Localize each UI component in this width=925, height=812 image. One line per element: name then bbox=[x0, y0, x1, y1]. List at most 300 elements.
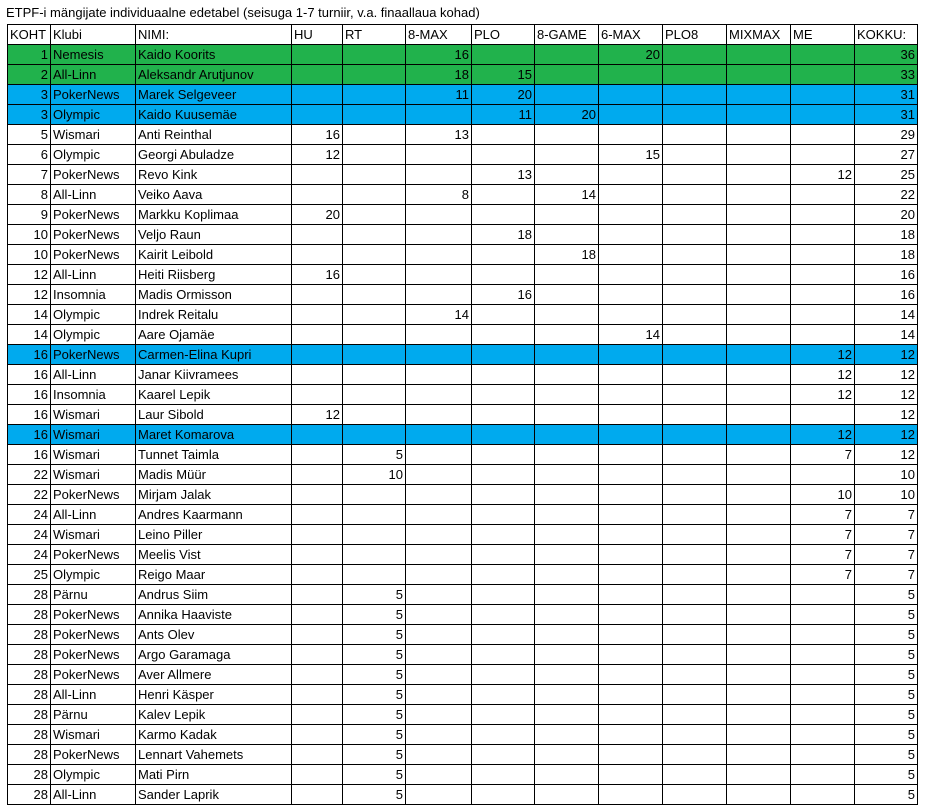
cell-plo8 bbox=[663, 345, 727, 365]
cell-rt bbox=[343, 225, 406, 245]
cell-club: PokerNews bbox=[51, 85, 136, 105]
cell-plo bbox=[472, 345, 535, 365]
cell-6max bbox=[599, 125, 663, 145]
cell-name: Karmo Kadak bbox=[136, 725, 292, 745]
cell-mixmax bbox=[727, 445, 791, 465]
cell-8max bbox=[406, 325, 472, 345]
cell-name: Anti Reinthal bbox=[136, 125, 292, 145]
cell-6max bbox=[599, 205, 663, 225]
cell-rt bbox=[343, 285, 406, 305]
cell-plo bbox=[472, 505, 535, 525]
cell-me bbox=[791, 685, 855, 705]
cell-plo bbox=[472, 725, 535, 745]
cell-club: All-Linn bbox=[51, 265, 136, 285]
cell-me bbox=[791, 725, 855, 745]
cell-rt bbox=[343, 205, 406, 225]
cell-name: Veiko Aava bbox=[136, 185, 292, 205]
cell-rt: 5 bbox=[343, 645, 406, 665]
cell-club: PokerNews bbox=[51, 165, 136, 185]
cell-8game bbox=[535, 485, 599, 505]
cell-plo bbox=[472, 665, 535, 685]
cell-8game bbox=[535, 465, 599, 485]
table-row bbox=[8, 65, 918, 85]
cell-plo: 13 bbox=[472, 165, 535, 185]
cell-rt bbox=[343, 125, 406, 145]
cell-rank: 10 bbox=[8, 225, 51, 245]
cell-8game bbox=[535, 125, 599, 145]
table-row bbox=[8, 145, 918, 165]
cell-rank: 16 bbox=[8, 345, 51, 365]
header-row bbox=[8, 25, 918, 45]
cell-total: 20 bbox=[855, 205, 918, 225]
cell-me bbox=[791, 205, 855, 225]
cell-8game bbox=[535, 305, 599, 325]
cell-8max bbox=[406, 605, 472, 625]
cell-plo: 16 bbox=[472, 285, 535, 305]
cell-mixmax bbox=[727, 585, 791, 605]
cell-rank: 6 bbox=[8, 145, 51, 165]
cell-total: 10 bbox=[855, 465, 918, 485]
cell-hu bbox=[292, 225, 343, 245]
table-row bbox=[8, 405, 918, 425]
cell-rank: 28 bbox=[8, 645, 51, 665]
cell-8game bbox=[535, 665, 599, 685]
cell-8max: 18 bbox=[406, 65, 472, 85]
cell-me: 7 bbox=[791, 445, 855, 465]
cell-total: 33 bbox=[855, 65, 918, 85]
cell-plo8 bbox=[663, 405, 727, 425]
cell-6max bbox=[599, 725, 663, 745]
cell-8game bbox=[535, 525, 599, 545]
cell-hu bbox=[292, 285, 343, 305]
cell-name: Tunnet Taimla bbox=[136, 445, 292, 465]
cell-rt: 5 bbox=[343, 445, 406, 465]
cell-total: 36 bbox=[855, 45, 918, 65]
cell-8max bbox=[406, 705, 472, 725]
cell-plo8 bbox=[663, 625, 727, 645]
cell-plo bbox=[472, 565, 535, 585]
table-row bbox=[8, 385, 918, 405]
cell-mixmax bbox=[727, 285, 791, 305]
cell-plo bbox=[472, 605, 535, 625]
cell-name: Ants Olev bbox=[136, 625, 292, 645]
cell-rank: 28 bbox=[8, 785, 51, 805]
cell-name: Aleksandr Arutjunov bbox=[136, 65, 292, 85]
cell-plo8 bbox=[663, 505, 727, 525]
cell-mixmax bbox=[727, 785, 791, 805]
cell-rt: 5 bbox=[343, 685, 406, 705]
cell-club: PokerNews bbox=[51, 745, 136, 765]
cell-name: Revo Kink bbox=[136, 165, 292, 185]
cell-8game bbox=[535, 85, 599, 105]
cell-6max bbox=[599, 405, 663, 425]
cell-me bbox=[791, 265, 855, 285]
cell-hu bbox=[292, 105, 343, 125]
cell-me bbox=[791, 285, 855, 305]
cell-8max bbox=[406, 745, 472, 765]
cell-plo8 bbox=[663, 365, 727, 385]
cell-me bbox=[791, 765, 855, 785]
cell-hu bbox=[292, 685, 343, 705]
cell-mixmax bbox=[727, 265, 791, 285]
cell-8game bbox=[535, 705, 599, 725]
cell-plo8 bbox=[663, 725, 727, 745]
cell-8max bbox=[406, 405, 472, 425]
column-header-plo8: PLO8 bbox=[663, 25, 727, 45]
cell-club: PokerNews bbox=[51, 605, 136, 625]
cell-8game bbox=[535, 685, 599, 705]
cell-6max bbox=[599, 465, 663, 485]
table-row bbox=[8, 485, 918, 505]
cell-hu bbox=[292, 45, 343, 65]
cell-8game bbox=[535, 585, 599, 605]
cell-mixmax bbox=[727, 625, 791, 645]
cell-total: 14 bbox=[855, 305, 918, 325]
cell-mixmax bbox=[727, 645, 791, 665]
cell-mixmax bbox=[727, 165, 791, 185]
table-row bbox=[8, 465, 918, 485]
cell-total: 7 bbox=[855, 525, 918, 545]
cell-total: 12 bbox=[855, 365, 918, 385]
cell-8game bbox=[535, 365, 599, 385]
cell-plo8 bbox=[663, 665, 727, 685]
cell-8max bbox=[406, 285, 472, 305]
cell-mixmax bbox=[727, 65, 791, 85]
cell-name: Kaido Koorits bbox=[136, 45, 292, 65]
cell-8game bbox=[535, 425, 599, 445]
cell-8game bbox=[535, 645, 599, 665]
cell-rt: 5 bbox=[343, 605, 406, 625]
cell-hu bbox=[292, 425, 343, 445]
cell-hu bbox=[292, 485, 343, 505]
cell-rt bbox=[343, 45, 406, 65]
cell-rt bbox=[343, 525, 406, 545]
cell-plo bbox=[472, 785, 535, 805]
cell-plo8 bbox=[663, 685, 727, 705]
cell-club: Wismari bbox=[51, 725, 136, 745]
cell-name: Madis Ormisson bbox=[136, 285, 292, 305]
cell-total: 12 bbox=[855, 345, 918, 365]
cell-mixmax bbox=[727, 565, 791, 585]
table-row bbox=[8, 725, 918, 745]
cell-6max bbox=[599, 605, 663, 625]
cell-mixmax bbox=[727, 745, 791, 765]
cell-rank: 14 bbox=[8, 305, 51, 325]
table-row bbox=[8, 105, 918, 125]
cell-rt bbox=[343, 245, 406, 265]
cell-8game bbox=[535, 745, 599, 765]
cell-plo: 15 bbox=[472, 65, 535, 85]
cell-club: Pärnu bbox=[51, 705, 136, 725]
cell-8game bbox=[535, 265, 599, 285]
cell-8max bbox=[406, 485, 472, 505]
cell-rt: 5 bbox=[343, 785, 406, 805]
cell-hu bbox=[292, 505, 343, 525]
cell-rank: 2 bbox=[8, 65, 51, 85]
table-row bbox=[8, 225, 918, 245]
column-header-8max: 8-MAX bbox=[406, 25, 472, 45]
cell-8max bbox=[406, 145, 472, 165]
cell-hu bbox=[292, 65, 343, 85]
cell-total: 31 bbox=[855, 105, 918, 125]
cell-hu: 20 bbox=[292, 205, 343, 225]
cell-rt bbox=[343, 405, 406, 425]
column-header-hu: HU bbox=[292, 25, 343, 45]
cell-rank: 5 bbox=[8, 125, 51, 145]
cell-name: Reigo Maar bbox=[136, 565, 292, 585]
cell-club: PokerNews bbox=[51, 665, 136, 685]
cell-plo8 bbox=[663, 765, 727, 785]
cell-8game bbox=[535, 285, 599, 305]
cell-rank: 16 bbox=[8, 425, 51, 445]
cell-8game bbox=[535, 205, 599, 225]
cell-club: Wismari bbox=[51, 425, 136, 445]
cell-name: Annika Haaviste bbox=[136, 605, 292, 625]
cell-total: 5 bbox=[855, 725, 918, 745]
cell-total: 14 bbox=[855, 325, 918, 345]
cell-mixmax bbox=[727, 245, 791, 265]
cell-club: PokerNews bbox=[51, 345, 136, 365]
cell-rank: 22 bbox=[8, 485, 51, 505]
column-header-me: ME bbox=[791, 25, 855, 45]
cell-hu bbox=[292, 705, 343, 725]
cell-6max bbox=[599, 745, 663, 765]
cell-name: Kalev Lepik bbox=[136, 705, 292, 725]
cell-me bbox=[791, 605, 855, 625]
cell-6max bbox=[599, 105, 663, 125]
column-header-plo: PLO bbox=[472, 25, 535, 45]
cell-plo bbox=[472, 205, 535, 225]
cell-plo bbox=[472, 245, 535, 265]
cell-club: Insomnia bbox=[51, 385, 136, 405]
cell-8max bbox=[406, 565, 472, 585]
cell-mixmax bbox=[727, 685, 791, 705]
cell-rank: 16 bbox=[8, 385, 51, 405]
cell-name: Markku Koplimaa bbox=[136, 205, 292, 225]
cell-club: Wismari bbox=[51, 405, 136, 425]
cell-mixmax bbox=[727, 365, 791, 385]
cell-club: Olympic bbox=[51, 565, 136, 585]
cell-plo bbox=[472, 645, 535, 665]
cell-plo bbox=[472, 185, 535, 205]
cell-rt bbox=[343, 565, 406, 585]
cell-plo8 bbox=[663, 45, 727, 65]
cell-me: 7 bbox=[791, 565, 855, 585]
cell-plo8 bbox=[663, 565, 727, 585]
cell-plo: 18 bbox=[472, 225, 535, 245]
cell-6max: 14 bbox=[599, 325, 663, 345]
cell-hu: 16 bbox=[292, 265, 343, 285]
cell-rt: 10 bbox=[343, 465, 406, 485]
cell-name: Georgi Abuladze bbox=[136, 145, 292, 165]
table-row bbox=[8, 185, 918, 205]
cell-plo: 11 bbox=[472, 105, 535, 125]
cell-total: 7 bbox=[855, 505, 918, 525]
cell-plo8 bbox=[663, 245, 727, 265]
cell-8game bbox=[535, 445, 599, 465]
cell-rank: 28 bbox=[8, 585, 51, 605]
cell-rt bbox=[343, 65, 406, 85]
cell-6max bbox=[599, 225, 663, 245]
cell-me bbox=[791, 585, 855, 605]
cell-8max bbox=[406, 725, 472, 745]
cell-6max bbox=[599, 185, 663, 205]
cell-club: PokerNews bbox=[51, 625, 136, 645]
table-row bbox=[8, 605, 918, 625]
cell-me bbox=[791, 105, 855, 125]
cell-name: Mati Pirn bbox=[136, 765, 292, 785]
cell-6max bbox=[599, 425, 663, 445]
cell-club: PokerNews bbox=[51, 645, 136, 665]
cell-hu bbox=[292, 245, 343, 265]
cell-name: Argo Garamaga bbox=[136, 645, 292, 665]
cell-8max bbox=[406, 545, 472, 565]
table-row bbox=[8, 85, 918, 105]
cell-plo bbox=[472, 385, 535, 405]
cell-hu bbox=[292, 785, 343, 805]
cell-name: Mirjam Jalak bbox=[136, 485, 292, 505]
cell-me: 12 bbox=[791, 165, 855, 185]
cell-rt bbox=[343, 485, 406, 505]
cell-plo bbox=[472, 685, 535, 705]
cell-rt bbox=[343, 365, 406, 385]
cell-club: All-Linn bbox=[51, 365, 136, 385]
cell-name: Janar Kiivramees bbox=[136, 365, 292, 385]
cell-mixmax bbox=[727, 705, 791, 725]
cell-rank: 28 bbox=[8, 685, 51, 705]
cell-6max bbox=[599, 365, 663, 385]
cell-me bbox=[791, 45, 855, 65]
cell-rank: 24 bbox=[8, 545, 51, 565]
cell-plo8 bbox=[663, 325, 727, 345]
cell-mixmax bbox=[727, 525, 791, 545]
cell-8max bbox=[406, 365, 472, 385]
cell-total: 16 bbox=[855, 285, 918, 305]
cell-plo8 bbox=[663, 65, 727, 85]
cell-mixmax bbox=[727, 305, 791, 325]
cell-plo8 bbox=[663, 145, 727, 165]
cell-name: Andrus Siim bbox=[136, 585, 292, 605]
cell-8max bbox=[406, 685, 472, 705]
cell-name: Kairit Leibold bbox=[136, 245, 292, 265]
cell-hu bbox=[292, 765, 343, 785]
cell-mixmax bbox=[727, 385, 791, 405]
cell-name: Sander Laprik bbox=[136, 785, 292, 805]
cell-mixmax bbox=[727, 465, 791, 485]
cell-me bbox=[791, 85, 855, 105]
cell-club: PokerNews bbox=[51, 245, 136, 265]
cell-mixmax bbox=[727, 205, 791, 225]
cell-hu bbox=[292, 325, 343, 345]
cell-plo8 bbox=[663, 185, 727, 205]
cell-total: 12 bbox=[855, 385, 918, 405]
cell-name: Leino Piller bbox=[136, 525, 292, 545]
cell-rank: 9 bbox=[8, 205, 51, 225]
cell-plo bbox=[472, 745, 535, 765]
table-row bbox=[8, 785, 918, 805]
cell-8game bbox=[535, 225, 599, 245]
cell-club: Olympic bbox=[51, 105, 136, 125]
cell-name: Heiti Riisberg bbox=[136, 265, 292, 285]
cell-me: 12 bbox=[791, 345, 855, 365]
table-row bbox=[8, 565, 918, 585]
table-row bbox=[8, 205, 918, 225]
cell-rank: 28 bbox=[8, 765, 51, 785]
table-row bbox=[8, 645, 918, 665]
cell-6max bbox=[599, 445, 663, 465]
cell-8max: 16 bbox=[406, 45, 472, 65]
cell-rank: 12 bbox=[8, 285, 51, 305]
cell-mixmax bbox=[727, 485, 791, 505]
cell-rt: 5 bbox=[343, 705, 406, 725]
cell-plo8 bbox=[663, 305, 727, 325]
cell-hu bbox=[292, 465, 343, 485]
cell-me bbox=[791, 785, 855, 805]
cell-6max bbox=[599, 545, 663, 565]
cell-total: 16 bbox=[855, 265, 918, 285]
cell-total: 25 bbox=[855, 165, 918, 185]
cell-rt: 5 bbox=[343, 765, 406, 785]
table-row bbox=[8, 425, 918, 445]
table-row bbox=[8, 545, 918, 565]
cell-8game bbox=[535, 565, 599, 585]
cell-me bbox=[791, 625, 855, 645]
table-row bbox=[8, 685, 918, 705]
cell-rank: 28 bbox=[8, 705, 51, 725]
cell-club: PokerNews bbox=[51, 485, 136, 505]
cell-total: 29 bbox=[855, 125, 918, 145]
cell-plo8 bbox=[663, 205, 727, 225]
cell-rank: 28 bbox=[8, 605, 51, 625]
cell-club: All-Linn bbox=[51, 785, 136, 805]
cell-me bbox=[791, 705, 855, 725]
cell-club: All-Linn bbox=[51, 65, 136, 85]
cell-total: 12 bbox=[855, 425, 918, 445]
cell-plo8 bbox=[663, 265, 727, 285]
cell-mixmax bbox=[727, 345, 791, 365]
cell-club: Olympic bbox=[51, 325, 136, 345]
cell-mixmax bbox=[727, 545, 791, 565]
cell-me: 12 bbox=[791, 425, 855, 445]
cell-me: 12 bbox=[791, 385, 855, 405]
table-row bbox=[8, 265, 918, 285]
cell-name: Andres Kaarmann bbox=[136, 505, 292, 525]
cell-plo bbox=[472, 145, 535, 165]
cell-8game bbox=[535, 625, 599, 645]
cell-rank: 24 bbox=[8, 525, 51, 545]
cell-plo8 bbox=[663, 285, 727, 305]
cell-mixmax bbox=[727, 725, 791, 745]
cell-rt bbox=[343, 145, 406, 165]
cell-name: Madis Müür bbox=[136, 465, 292, 485]
cell-club: All-Linn bbox=[51, 685, 136, 705]
cell-plo bbox=[472, 525, 535, 545]
cell-plo8 bbox=[663, 165, 727, 185]
cell-6max bbox=[599, 345, 663, 365]
cell-8game: 20 bbox=[535, 105, 599, 125]
cell-8max bbox=[406, 445, 472, 465]
cell-8max bbox=[406, 385, 472, 405]
cell-rank: 22 bbox=[8, 465, 51, 485]
cell-hu bbox=[292, 525, 343, 545]
cell-name: Carmen-Elina Kupri bbox=[136, 345, 292, 365]
cell-rt bbox=[343, 505, 406, 525]
cell-hu bbox=[292, 665, 343, 685]
cell-8game bbox=[535, 345, 599, 365]
cell-hu bbox=[292, 365, 343, 385]
cell-total: 5 bbox=[855, 705, 918, 725]
leaderboard-table bbox=[7, 24, 918, 805]
